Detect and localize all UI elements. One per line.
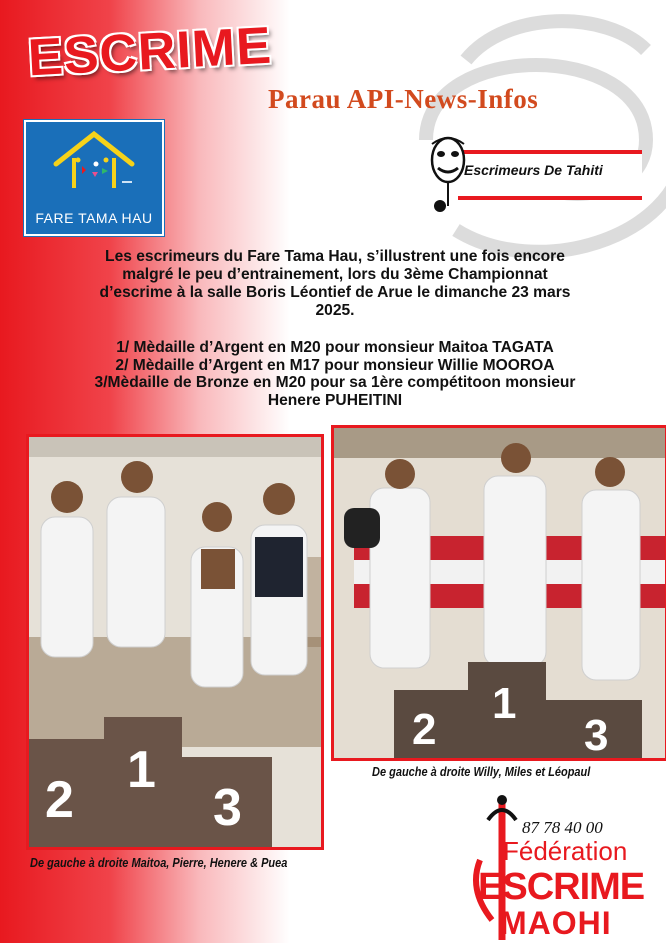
intro-line: malgré le peu d’entrainement, lors du 3ème Championnat xyxy=(122,266,548,283)
podium-number-2: 2 xyxy=(412,705,437,754)
photo-left-caption: De gauche à droite Maitoa, Pierre, Henere & Puea xyxy=(30,856,288,870)
podium-number-1: 1 xyxy=(127,741,156,799)
podium-number-3: 3 xyxy=(213,779,242,837)
medal-line: 3/Mèdaille de Bronze en M20 pour sa 1ère compétitoon monsieur xyxy=(94,374,576,391)
podium-number-3: 3 xyxy=(584,711,609,758)
medal-line: 2/ Mèdaille d’Argent en M17 pour monsieur Willie MOOROA xyxy=(115,356,555,374)
podium-photo-illustration xyxy=(334,428,665,758)
page-subtitle: Parau API-News-Infos xyxy=(268,84,539,114)
federation-phone: 87 78 40 00 xyxy=(522,818,603,837)
federation-escrime-label: ESCRIME xyxy=(478,866,645,908)
intro-paragraph xyxy=(30,248,640,320)
fare-tama-hau-logo xyxy=(24,120,164,236)
podium-number-2: 2 xyxy=(45,771,74,829)
podium-number-1: 1 xyxy=(492,679,517,728)
intro-line: d’escrime à la salle Boris Léontief de Arue le dimanche 23 mars xyxy=(99,284,571,301)
fare-tama-hau-label: FARE TAMA HAU xyxy=(35,210,153,226)
photo-right xyxy=(331,425,666,761)
photo-right-caption: De gauche à droite Willy, Miles et Léopaul xyxy=(372,765,591,779)
federation-label: Fédération xyxy=(503,836,628,866)
escrimeurs-de-tahiti-logo xyxy=(426,134,642,214)
intro-line: 2025. xyxy=(315,302,355,319)
intro-line: Les escrimeurs du Fare Tama Hau, s’illustrent une fois encore xyxy=(105,248,565,265)
page-title: ESCRIME xyxy=(26,16,274,88)
escrimeurs-de-tahiti-label: Escrimeurs De Tahiti xyxy=(464,162,603,178)
photo-left xyxy=(26,434,324,850)
medal-line: Henere PUHEITINI xyxy=(267,391,403,409)
podium-photo-illustration xyxy=(29,437,321,847)
medal-line: 1/ Mèdaille d’Argent en M20 pour monsieur Maitoa TAGATA xyxy=(116,339,554,356)
medals-list xyxy=(30,339,640,409)
federation-maohi-label: MAOHI xyxy=(500,905,612,941)
house-icon xyxy=(26,122,162,212)
